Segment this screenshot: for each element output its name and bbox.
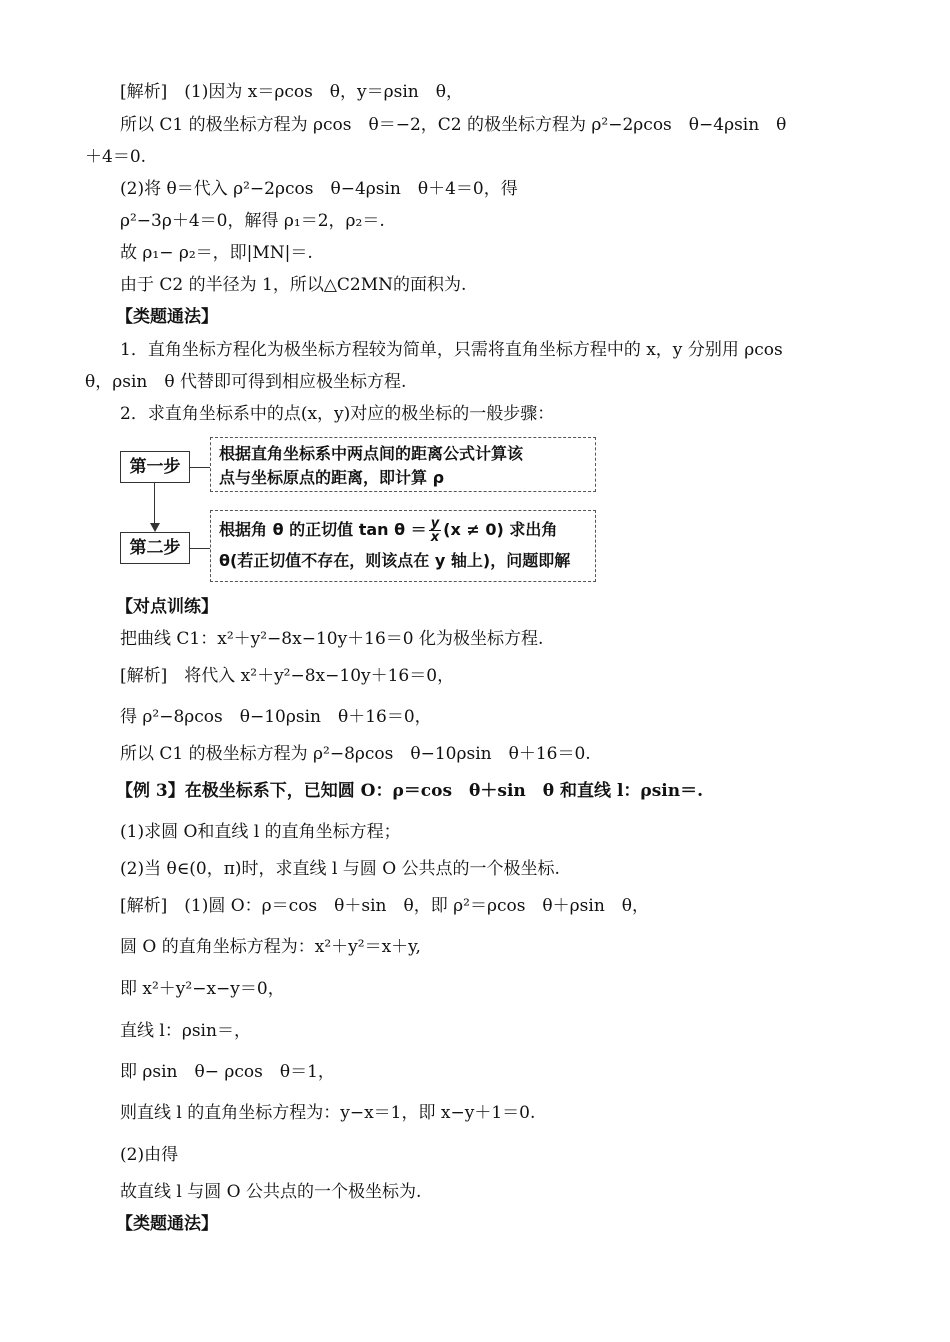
step2-text-pre: 根据角 θ 的正切值 tan θ ＝ bbox=[219, 520, 427, 539]
text-line: 1．直角坐标方程化为极坐标方程较为简单，只需将直角坐标方程中的 x，y 分别用 ρcos bbox=[120, 340, 783, 360]
section-heading: 【类题通法】 bbox=[116, 307, 218, 327]
step2-text-line2: θ(若正切值不存在，则该点在 y 轴上)，问题即解 bbox=[219, 551, 571, 570]
text-line: [解析] 将代入 x²＋y²−8x−10y＋16＝0， bbox=[120, 666, 455, 686]
text-line: 直线 l：ρsin＝， bbox=[120, 1021, 251, 1041]
step1-text-line1: 根据直角坐标系中两点间的距离公式计算该 bbox=[219, 444, 524, 463]
step2-label: 第二步 bbox=[120, 532, 190, 564]
step1-box bbox=[210, 437, 596, 492]
text-line: 所以 C1 的极坐标方程为 ρcos θ＝−2，C2 的极坐标方程为 ρ²−2ρcos θ−4ρsin θ bbox=[120, 115, 787, 135]
text-line: [解析] (1)圆 O：ρ＝cos θ＋sin θ，即 ρ²＝ρcos θ＋ρsin θ， bbox=[120, 896, 649, 916]
step1-text-line2: 点与坐标原点的距离，即计算 ρ bbox=[219, 468, 445, 487]
connector-line bbox=[190, 467, 210, 468]
text-line: 故直线 l 与圆 O 公共点的一个极坐标为. bbox=[120, 1182, 422, 1202]
solution-line: [解析] (1)因为 x＝ρcos θ，y＝ρsin θ， bbox=[120, 82, 463, 102]
text-line: θ，ρsin θ 代替即可得到相应极坐标方程. bbox=[85, 372, 407, 392]
arrow-line bbox=[154, 483, 155, 524]
text-line: 2．求直角坐标系中的点(x，y)对应的极坐标的一般步骤： bbox=[120, 404, 555, 424]
fraction bbox=[429, 517, 441, 544]
text-line: ρ²−3ρ＋4＝0，解得 ρ₁＝2，ρ₂＝. bbox=[120, 211, 385, 231]
text-line: 圆 O 的直角坐标方程为：x²＋y²＝x＋y, bbox=[120, 937, 421, 957]
text-line: 则直线 l 的直角坐标方程为：y−x＝1，即 x−y＋1＝0. bbox=[120, 1103, 536, 1123]
text-line: 把曲线 C1：x²＋y²−8x−10y＋16＝0 化为极坐标方程. bbox=[120, 629, 544, 649]
fraction-denominator: x bbox=[430, 530, 440, 545]
text-line: (2)由得 bbox=[120, 1145, 179, 1165]
connector-line bbox=[190, 548, 210, 549]
arrow-down-icon bbox=[150, 523, 160, 532]
text-line: 得 ρ²−8ρcos θ−10ρsin θ＋16＝0， bbox=[120, 707, 432, 727]
text-line: 所以 C1 的极坐标方程为 ρ²−8ρcos θ−10ρsin θ＋16＝0. bbox=[120, 744, 591, 764]
text-line: 由于 C2 的半径为 1，所以△C2MN的面积为. bbox=[120, 275, 467, 295]
step2-text-line1 bbox=[219, 513, 587, 547]
section-heading: 【对点训练】 bbox=[116, 597, 218, 617]
step1-label: 第一步 bbox=[120, 451, 190, 483]
step2-text-post: (x ≠ 0) 求出角 bbox=[443, 520, 558, 539]
text-line: (1)求圆 O和直线 l 的直角坐标方程； bbox=[120, 822, 401, 842]
text-line: 故 ρ₁− ρ₂＝，即|MN|＝. bbox=[120, 243, 313, 263]
step2-box bbox=[210, 510, 596, 582]
text-line: 即 ρsin θ− ρcos θ＝1， bbox=[120, 1062, 335, 1082]
fraction-numerator: y bbox=[430, 516, 440, 531]
example-heading: 【例 3】在极坐标系下，已知圆 O：ρ＝cos θ＋sin θ 和直线 l：ρsin＝. bbox=[116, 781, 704, 801]
text-line: ＋4＝0. bbox=[85, 147, 147, 167]
section-heading: 【类题通法】 bbox=[116, 1214, 218, 1234]
text-line: (2)当 θ∈(0，π)时，求直线 l 与圆 O 公共点的一个极坐标. bbox=[120, 859, 560, 879]
text-line: (2)将 θ＝代入 ρ²−2ρcos θ−4ρsin θ＋4＝0，得 bbox=[120, 179, 518, 199]
text-line: 即 x²＋y²−x−y＝0， bbox=[120, 979, 285, 999]
